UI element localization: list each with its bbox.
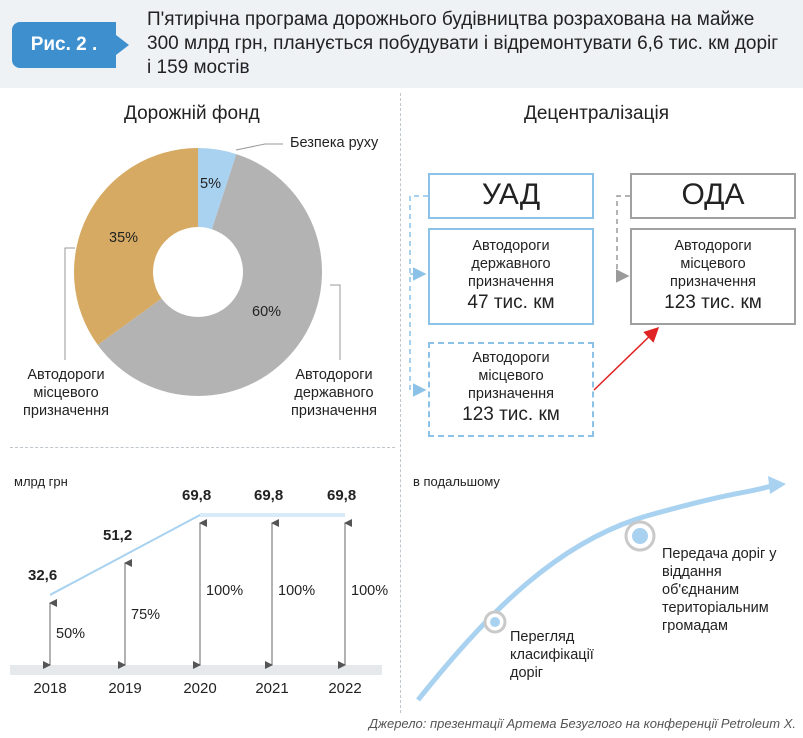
- oda-line3: призначення: [670, 274, 756, 290]
- funding-pct-2021: 100%: [278, 583, 316, 599]
- figure-title: П'ятирічна програма дорожнього будівництва розрахована на майже 300 млрд грн, планується побудувати і відремонтувати 6,6 тис. км доріг і 159 мостів: [147, 9, 779, 78]
- funding-pct-2018: 50%: [56, 626, 86, 642]
- slice-label-safety: Безпека руху: [290, 135, 379, 151]
- funding-value-2019: 51,2: [103, 526, 133, 544]
- oda-line2: місцевого: [680, 256, 746, 272]
- funding-pct-2020: 100%: [206, 583, 244, 599]
- funding-pct-2019: 75%: [131, 607, 161, 623]
- oda-title: ОДА: [681, 178, 745, 211]
- uad-state-line3: призначення: [468, 274, 554, 290]
- source-note: Джерело: презентації Артема Безуглого на конференції Petroleum X.: [368, 716, 796, 731]
- figure-label: Рис. 2 .: [12, 22, 116, 68]
- slice-label-state: Автодороги державного призначення: [291, 367, 377, 419]
- funding-year-2022: 2022: [328, 680, 362, 697]
- uad-local-line3: призначення: [468, 386, 554, 402]
- uad-state-line1: Автодороги: [472, 238, 550, 254]
- funding-year-2021: 2021: [255, 680, 289, 697]
- uad-title: УАД: [481, 178, 541, 211]
- funding-year-2018: 2018: [33, 680, 67, 697]
- funding-unit-label: млрд грн: [14, 474, 68, 489]
- funding-year-2020: 2020: [183, 680, 217, 697]
- slice-pct-state: 60%: [252, 304, 282, 320]
- future-step1: Перегляд класифікації доріг: [510, 629, 594, 681]
- slice-pct-local: 35%: [109, 230, 139, 246]
- future-label: в подальшому: [413, 474, 500, 489]
- funding-year-2019: 2019: [108, 680, 142, 697]
- uad-state-line2: державного: [471, 256, 551, 272]
- future-step2: Передача доріг у віддання об'єднаним територіальним громадам: [662, 546, 777, 634]
- uad-state-amount: 47 тис. км: [467, 292, 555, 313]
- step1-marker-icon: [485, 612, 505, 632]
- oda-amount: 123 тис. км: [664, 292, 762, 313]
- funding-value-2021: 69,8: [254, 487, 284, 504]
- slice-pct-safety: 5%: [200, 176, 221, 192]
- funding-pct-2022: 100%: [351, 583, 389, 599]
- uad-local-amount: 123 тис. км: [462, 404, 560, 425]
- uad-local-line2: місцевого: [478, 368, 544, 384]
- funding-value-2020: 69,8: [182, 487, 212, 504]
- slice-label-local: Автодороги місцевого призначення: [23, 367, 109, 419]
- road-fund-title: Дорожній фонд: [124, 103, 260, 124]
- step2-marker-icon: [626, 522, 654, 550]
- oda-line1: Автодороги: [674, 238, 752, 254]
- funding-value-2022: 69,8: [327, 487, 357, 504]
- funding-value-2018: 32,6: [28, 566, 58, 584]
- uad-local-line1: Автодороги: [472, 350, 550, 366]
- decentralization-title: Децентралізація: [524, 103, 669, 124]
